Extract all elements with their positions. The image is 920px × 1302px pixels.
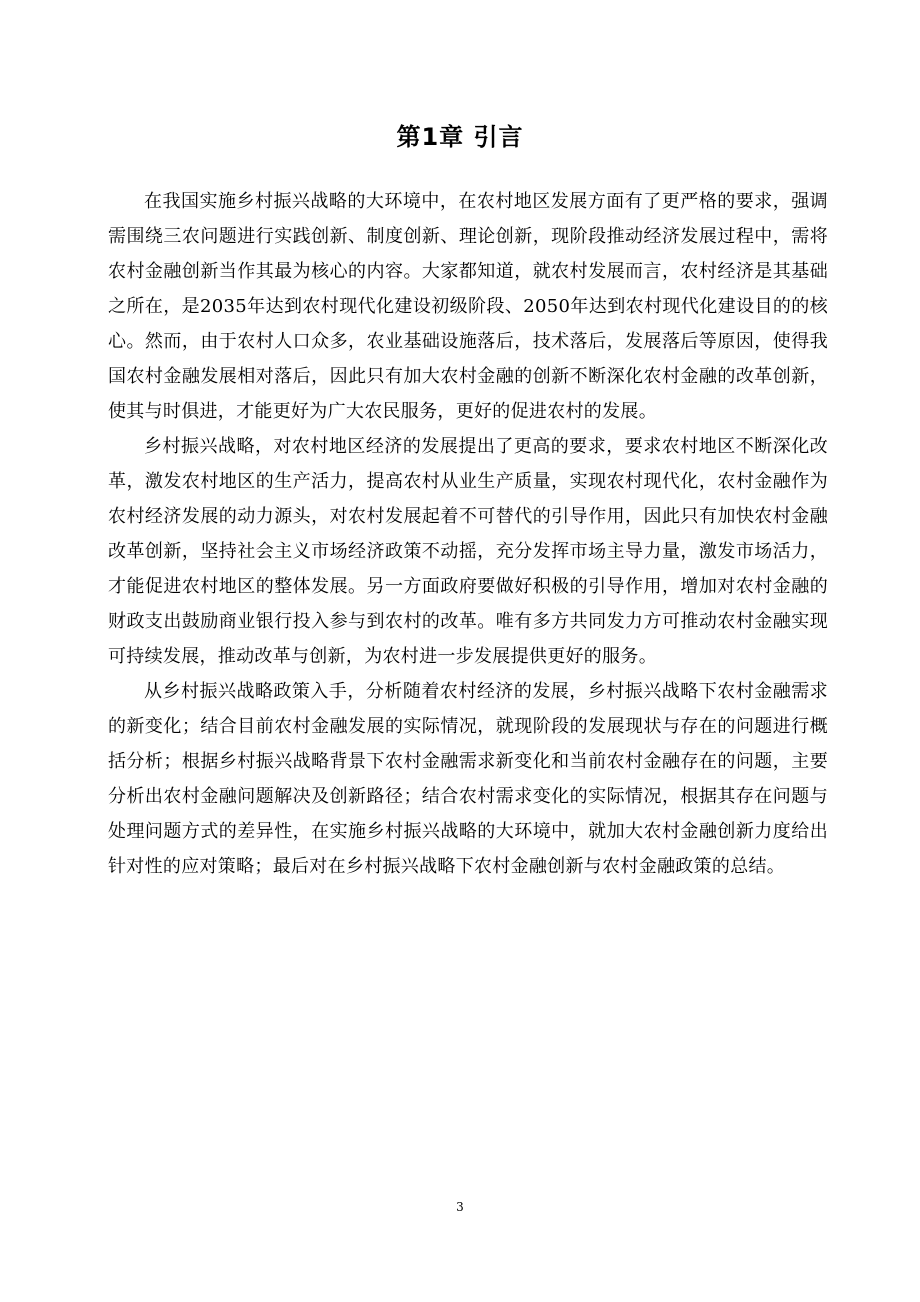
body-text <box>108 184 828 884</box>
paragraph: 从乡村振兴战略政策入手，分析随着农村经济的发展，乡村振兴战略下农村金融需求的新变化；结合目前农村金融发展的实际情况，就现阶段的发展现状与存在的问题进行概括分析；根据乡村振兴战略背景下农村金融需求新变化和当前农村金融存在的问题，主要分析出农村金融问题解决及创新路径；结合农村需求变化的实际情况，根据其存在问题与处理问题方式的差异性，在实施乡村振兴战略的大环境中，就加大农村金融创新力度给出针对性的应对策略；最后对在乡村振兴战略下农村金融创新与农村金融政策的总结。 <box>108 681 828 877</box>
chapter-title: 第1章 引言 <box>396 123 524 151</box>
page-number: 3 <box>456 1200 464 1214</box>
paragraph: 乡村振兴战略，对农村地区经济的发展提出了更高的要求，要求农村地区不断深化改革，激发农村地区的生产活力，提高农村从业生产质量，实现农村现代化，农村金融作为农村经济发展的动力源头，对农村发展起着不可替代的引导作用，因此只有加快农村金融改革创新，坚持社会主义市场经济政策不动摇，充分发挥市场主导力量，激发市场活力，才能促进农村地区的整体发展。另一方面政府要做好积极的引导作用，增加对农村金融的财政支出鼓励商业银行投入参与到农村的改革。唯有多方共同发力方可推动农村金融实现可持续发展，推动改革与创新，为农村进一步发展提供更好的服务。 <box>108 436 828 667</box>
paragraph: 在我国实施乡村振兴战略的大环境中，在农村地区发展方面有了更严格的要求，强调需围绕三农问题进行实践创新、制度创新、理论创新，现阶段推动经济发展过程中，需将农村金融创新当作其最为核心的内容。大家都知道，就农村发展而言，农村经济是其基础之所在，是2035年达到农村现代化建设初级阶段、2050年达到农村现代化建设目的的核心。然而，由于农村人口众多，农业基础设施落后，技术落后，发展落后等原因，使得我国农村金融发展相对落后，因此只有加大农村金融的创新不断深化农村金融的改革创新，使其与时俱进，才能更好为广大农民服务，更好的促进农村的发展。 <box>108 191 828 422</box>
